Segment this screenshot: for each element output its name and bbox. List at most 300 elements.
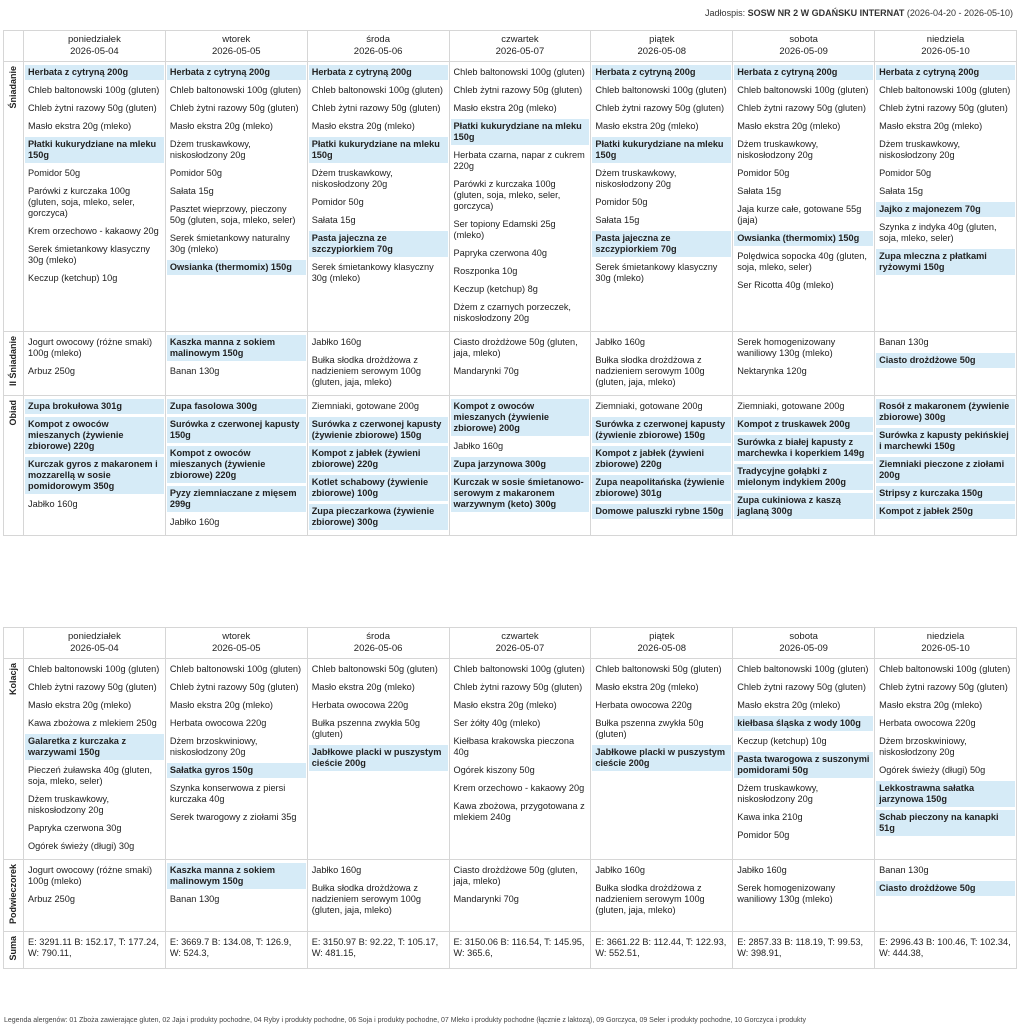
menu-item: Płatki kukurydziane na mleku 150g	[592, 137, 731, 163]
header-row	[4, 628, 1017, 659]
menu-item: Zupa neapolitańska (żywienie zbiorowe) 301g	[592, 475, 731, 501]
menu-item: Sałata 15g	[311, 215, 356, 225]
menu-item: Bułka słodka drożdżowa z nadzieniem serowym 100g (gluten, jaja, mleko)	[595, 355, 705, 387]
menu-item: E: 3150.97 B: 92.22, T: 105.17, W: 481.15,	[311, 937, 439, 959]
day-name: sobota	[789, 631, 818, 642]
menu-item: Jogurt owocowy (różne smaki) 100g (mleko)	[28, 865, 153, 886]
menu-item: Dżem brzoskwiniowy, niskosłodzony 20g	[879, 736, 967, 757]
menu-item: Pomidor 50g	[737, 830, 790, 840]
menu-cell	[165, 860, 307, 932]
menu-item: Jabłko 160g	[595, 337, 645, 347]
menu-item: Ziemniaki pieczone z ziołami 200g	[876, 457, 1015, 483]
menu-item: Jabłko 160g	[453, 441, 504, 451]
menu-item: Papryka czerwona 30g	[28, 823, 122, 833]
menu-item: Dżem truskawkowy, niskosłodzony 20g	[595, 168, 677, 189]
meal-row-kolacja	[4, 659, 1017, 860]
day-header	[733, 628, 875, 659]
menu-cell	[733, 396, 875, 536]
menu-item: Parówki z kurczaka 100g (gluten, soja, mleko, seler, gorczyca)	[453, 179, 561, 211]
menu-item: Kawa inka 210g	[737, 812, 803, 822]
meal-label-cell	[4, 932, 24, 969]
menu-item: Schab pieczony na kanapki 51g	[876, 810, 1015, 836]
menu-item: Chleb żytni razowy 50g (gluten)	[28, 682, 157, 692]
menu-item: Masło ekstra 20g (mleko)	[28, 700, 132, 710]
menu-item: Chleb żytni razowy 50g (gluten)	[737, 103, 866, 113]
day-date: 2026-05-07	[495, 46, 545, 57]
menu-item: Zupa pieczarkowa (żywienie zbiorowe) 300g	[309, 504, 448, 530]
menu-item: Ciasto drożdżowe 50g (gluten, jaja, mleko)	[453, 337, 578, 358]
menu-cell	[165, 62, 307, 332]
menu-item: Kompot z jabłek 250g	[876, 504, 1015, 519]
menu-item: Masło ekstra 20g (mleko)	[595, 121, 699, 131]
menu-cell	[875, 860, 1017, 932]
menu-item: Chleb żytni razowy 50g (gluten)	[453, 682, 583, 692]
meal-label-cell	[4, 332, 24, 396]
day-name: poniedziałek	[68, 631, 121, 642]
menu-item: Pasta twarogowa z suszonymi pomidorami 50g	[734, 752, 873, 778]
menu-cell	[449, 860, 591, 932]
menu-item: Chleb żytni razowy 50g (gluten)	[595, 103, 725, 113]
day-date: 2026-05-08	[637, 46, 687, 57]
menu-item: Herbata z cytryną 200g	[876, 65, 1015, 80]
meal-label: Suma	[8, 936, 18, 961]
menu-cell	[591, 332, 733, 396]
menu-item: Chleb baltonowski 100g (gluten)	[28, 664, 160, 674]
menu-item: Sałata 15g	[737, 186, 782, 196]
menu-item: Jabłko 160g	[595, 865, 645, 875]
menu-item: Roszponka 10g	[453, 266, 518, 276]
menu-item: Owsianka (thermomix) 150g	[734, 231, 873, 246]
menu-item: Parówki z kurczaka 100g (gluten, soja, mleko, seler, gorczyca)	[28, 186, 135, 218]
menu-item: Kurczak w sosie śmietanowo- serowym z makaronem warzywnym (keto) 300g	[451, 475, 590, 512]
day-date: 2026-05-07	[495, 643, 545, 654]
menu-item: Chleb żytni razowy 50g (gluten)	[453, 85, 583, 95]
day-name: piątek	[649, 631, 675, 642]
menu-cell	[591, 396, 733, 536]
day-name: czwartek	[501, 34, 539, 45]
menu-item: Bułka słodka drożdżowa z nadzieniem serowym 100g (gluten, jaja, mleko)	[595, 883, 705, 915]
menu-item: Masło ekstra 20g (mleko)	[879, 121, 983, 131]
menu-item: Sałata 15g	[169, 186, 214, 196]
menu-cell	[875, 396, 1017, 536]
menu-item: Chleb baltonowski 100g (gluten)	[28, 85, 160, 95]
menu-item: Pomidor 50g	[595, 197, 648, 207]
menu-item: Owsianka (thermomix) 150g	[167, 260, 306, 275]
day-header	[449, 628, 591, 659]
menu-item: Ziemniaki, gotowane 200g	[737, 401, 845, 411]
day-date: 2026-05-09	[779, 46, 828, 57]
menu-item: Chleb baltonowski 100g (gluten)	[453, 67, 585, 77]
menu-item: Keczup (ketchup) 10g	[737, 736, 827, 746]
menu-item: Serek śmietankowy naturalny 30g (mleko)	[169, 233, 290, 254]
menu-item: Zupa fasolowa 300g	[167, 399, 306, 414]
menu-item: Dżem truskawkowy, niskosłodzony 20g	[28, 794, 109, 815]
menu-cell	[165, 332, 307, 396]
meal-label-cell	[4, 860, 24, 932]
menu-cell	[449, 659, 591, 860]
day-header	[875, 628, 1017, 659]
menu-item: Ciasto drożdżowe 50g	[876, 353, 1015, 368]
allergen-legend: Legenda alergenów: 01 Zboża zawierające gluten, 02 Jaja i produkty pochodne, 04 Ryby i produkty pochodne, 06 Soja i produkty pochodne, 07 Mleko i produkty pochodne (łącznie z laktozą), 09 Gorczyca, 09 Seler i produkty pochodne, 10 Gorczyca i produkty	[4, 1017, 806, 1024]
menu-item: Masło ekstra 20g (mleko)	[737, 121, 841, 131]
menu-cell	[591, 932, 733, 969]
menu-item: Dżem brzoskwiniowy, niskosłodzony 20g	[169, 736, 258, 757]
menu-item: Banan 130g	[879, 865, 929, 875]
menu-item: Rosół z makaronem (żywienie zbiorowe) 300g	[876, 399, 1015, 425]
menu-item: Banan 130g	[169, 894, 220, 904]
menu-item: Pasztet wieprzowy, pieczony 50g (gluten, soja, mleko, seler)	[169, 204, 296, 225]
menu-item: Jabłko 160g	[311, 865, 362, 875]
menu-cell	[449, 932, 591, 969]
menu-item: E: 2857.33 B: 118.19, T: 99.53, W: 398.91,	[737, 937, 864, 959]
menu-item: Sałata 15g	[595, 215, 640, 225]
menu-item: Ogórek kiszony 50g	[453, 765, 535, 775]
menu-item: Chleb żytni razowy 50g (gluten)	[879, 682, 1008, 692]
day-date: 2026-05-05	[211, 643, 261, 654]
day-header	[307, 31, 449, 62]
menu-cell	[307, 396, 449, 536]
day-date: 2026-05-04	[70, 643, 119, 654]
menu-item: Surówka z białej kapusty z marchewka i koperkiem 149g	[734, 435, 873, 461]
day-name: sobota	[789, 34, 818, 45]
menu-item: Chleb baltonowski 50g (gluten)	[311, 664, 438, 674]
menu-item: Pieczeń żuławska 40g (gluten, soja, mleko, seler)	[28, 765, 153, 786]
menu-cell	[307, 932, 449, 969]
menu-item: Serek twarogowy z ziołami 35g	[169, 812, 297, 822]
menu-item: Arbuz 250g	[28, 366, 75, 376]
meal-row-obiad	[4, 396, 1017, 536]
menu-table-bottom	[3, 627, 1017, 969]
day-date: 2026-05-04	[70, 46, 119, 57]
menu-item: Kompot z jabłek (żywieni zbiorowe) 220g	[309, 446, 448, 472]
menu-item: Kompot z owoców mieszanych (żywienie zbiorowe) 220g	[25, 417, 164, 454]
menu-cell	[449, 332, 591, 396]
menu-cell	[733, 332, 875, 396]
menu-item: Masło ekstra 20g (mleko)	[595, 682, 699, 692]
menu-item: Masło ekstra 20g (mleko)	[453, 700, 557, 710]
menu-cell	[875, 659, 1017, 860]
menu-item: Ogórek świeży (długi) 30g	[28, 841, 135, 851]
menu-item: Chleb żytni razowy 50g (gluten)	[169, 103, 299, 113]
menu-item: Keczup (ketchup) 8g	[453, 284, 538, 294]
meal-label: Podwieczorek	[8, 864, 18, 925]
day-header	[24, 628, 166, 659]
meal-row-ii-sniadanie	[4, 332, 1017, 396]
menu-item: Mandarynki 70g	[453, 894, 519, 904]
menu-item: Masło ekstra 20g (mleko)	[311, 682, 415, 692]
menu-item: Kompot z owoców mieszanych (żywienie zbiorowe) 200g	[451, 399, 590, 436]
day-name: czwartek	[501, 631, 539, 642]
menu-item: Masło ekstra 20g (mleko)	[453, 103, 557, 113]
menu-item: Masło ekstra 20g (mleko)	[737, 700, 841, 710]
menu-item: Herbata czarna, napar z cukrem 220g	[453, 150, 585, 171]
menu-item: Dżem truskawkowy, niskosłodzony 20g	[737, 139, 819, 160]
menu-item: Ziemniaki, gotowane 200g	[595, 401, 703, 411]
menu-item: Stripsy z kurczaka 150g	[876, 486, 1015, 501]
menu-item: Masło ekstra 20g (mleko)	[169, 700, 273, 710]
day-header	[733, 31, 875, 62]
menu-item: Pasta jajeczna ze szczypiorkiem 70g	[309, 231, 448, 257]
menu-item: Surówka z czerwonej kapusty (żywienie zbiorowe) 150g	[592, 417, 731, 443]
menu-item: Chleb baltonowski 100g (gluten)	[311, 85, 443, 95]
meal-row-podwieczorek	[4, 860, 1017, 932]
menu-item: Pomidor 50g	[737, 168, 790, 178]
menu-item: Nektarynka 120g	[737, 366, 807, 376]
menu-item: Tradycyjne gołąbki z mielonym indykiem 200g	[734, 464, 873, 490]
menu-item: Jogurt owocowy (różne smaki) 100g (mleko)	[28, 337, 153, 358]
day-date: 2026-05-06	[353, 46, 403, 57]
meal-label: Śniadanie	[8, 66, 18, 109]
menu-item: Keczup (ketchup) 10g	[28, 273, 118, 283]
menu-cell	[24, 659, 166, 860]
menu-item: Herbata owocowa 220g	[879, 718, 976, 728]
day-date: 2026-05-10	[921, 46, 970, 57]
menu-cell	[24, 860, 166, 932]
day-header	[449, 31, 591, 62]
menu-item: Herbata owocowa 220g	[169, 718, 267, 728]
menu-item: Dżem z czarnych porzeczek, niskosłodzony 20g	[453, 302, 571, 323]
menu-item: Ser Ricotta 40g (mleko)	[737, 280, 834, 290]
menu-cell	[875, 62, 1017, 332]
menu-item: Szynka konserwowa z piersi kurczaka 40g	[169, 783, 286, 804]
menu-item: Ciasto drożdżowe 50g	[876, 881, 1015, 896]
menu-item: Bułka pszenna zwykła 50g (gluten)	[311, 718, 420, 739]
meal-label-cell	[4, 659, 24, 860]
menu-cell	[733, 659, 875, 860]
day-name: środa	[366, 631, 390, 642]
menu-item: Ser topiony Edamski 25g (mleko)	[453, 219, 556, 240]
menu-cell	[307, 860, 449, 932]
menu-item: Serek homogenizowany waniliowy 130g (mleko)	[737, 337, 836, 358]
menu-cell	[307, 332, 449, 396]
menu-cell	[24, 396, 166, 536]
menu-item: Banan 130g	[879, 337, 929, 347]
corner-cell	[4, 628, 24, 659]
header-row	[4, 31, 1017, 62]
menu-item: Ser żółty 40g (mleko)	[453, 718, 541, 728]
menu-item: Herbata owocowa 220g	[311, 700, 409, 710]
menu-item: Herbata z cytryną 200g	[592, 65, 731, 80]
day-name: niedziela	[926, 34, 965, 45]
menu-item: Sałata 15g	[879, 186, 923, 196]
day-header	[165, 31, 307, 62]
menu-item: E: 3669.7 B: 134.08, T: 126.9, W: 524.3,	[169, 937, 292, 959]
menu-item: Pomidor 50g	[28, 168, 81, 178]
menu-item: Płatki kukurydziane na mleku 150g	[25, 137, 164, 163]
menu-item: Jabłkowe placki w puszystym cieście 200g	[592, 745, 731, 771]
meal-label: Kolacja	[8, 663, 18, 696]
menu-item: Kaszka manna z sokiem malinowym 150g	[167, 335, 306, 361]
menu-item: Herbata z cytryną 200g	[309, 65, 448, 80]
menu-cell	[449, 396, 591, 536]
day-header	[591, 628, 733, 659]
menu-item: Zupa mleczna z płatkami ryżowymi 150g	[876, 249, 1015, 275]
menu-item: E: 3291.11 B: 152.17, T: 177.24, W: 790.11,	[28, 937, 159, 959]
menu-cell	[307, 659, 449, 860]
menu-item: Bułka słodka drożdżowa z nadzieniem serowym 100g (gluten, jaja, mleko)	[311, 355, 421, 387]
menu-item: Chleb baltonowski 50g (gluten)	[595, 664, 722, 674]
menu-item: Ziemniaki, gotowane 200g	[311, 401, 419, 411]
menu-item: Bułka słodka drożdżowa z nadzieniem serowym 100g (gluten, jaja, mleko)	[311, 883, 421, 915]
menu-item: E: 3150.06 B: 116.54, T: 145.95, W: 365.6,	[453, 937, 585, 959]
menu-item: Chleb żytni razowy 50g (gluten)	[28, 103, 157, 113]
menu-item: Galaretka z kurczaka z warzywami 150g	[25, 734, 164, 760]
menu-item: Bułka pszenna zwykła 50g (gluten)	[595, 718, 704, 739]
corner-cell	[4, 31, 24, 62]
meal-label: II Śniadanie	[8, 336, 18, 387]
menu-item: Pomidor 50g	[879, 168, 932, 178]
menu-item: Dżem truskawkowy, niskosłodzony 20g	[737, 783, 819, 804]
menu-cell	[875, 932, 1017, 969]
menu-item: Sałatka gyros 150g	[167, 763, 306, 778]
day-header	[875, 31, 1017, 62]
day-header	[165, 628, 307, 659]
day-header	[307, 628, 449, 659]
menu-item: Płatki kukurydziane na mleku 150g	[309, 137, 448, 163]
menu-cell	[24, 932, 166, 969]
menu-item: Jabłko 160g	[28, 499, 78, 509]
menu-cell	[591, 659, 733, 860]
menu-item: Herbata owocowa 220g	[595, 700, 692, 710]
menu-item: Chleb żytni razowy 50g (gluten)	[879, 103, 1008, 113]
day-header	[24, 31, 166, 62]
menu-item: Arbuz 250g	[28, 894, 75, 904]
menu-cell	[449, 62, 591, 332]
day-name: poniedziałek	[68, 34, 121, 45]
menu-item: Serek śmietankowy klasyczny 30g (mleko)	[595, 262, 718, 283]
menu-item: E: 3661.22 B: 112.44, T: 122.93, W: 552.51,	[595, 937, 727, 959]
menu-item: Zupa brokułowa 301g	[25, 399, 164, 414]
menu-item: Zupa jarzynowa 300g	[451, 457, 590, 472]
day-name: wtorek	[222, 631, 251, 642]
menu-item: Zupa cukiniowa z kaszą jaglaną 300g	[734, 493, 873, 519]
menu-item: Dżem truskawkowy, niskosłodzony 20g	[879, 139, 961, 160]
menu-cell	[24, 332, 166, 396]
meal-label-cell	[4, 62, 24, 332]
menu-item: kiełbasa śląska z wody 100g	[734, 716, 873, 731]
menu-item: Herbata z cytryną 200g	[734, 65, 873, 80]
meal-label-cell	[4, 396, 24, 536]
menu-item: Domowe paluszki rybne 150g	[592, 504, 731, 519]
menu-item: Pasta jajeczna ze szczypiorkiem 70g	[592, 231, 731, 257]
menu-item: E: 2996.43 B: 100.46, T: 102.34, W: 444.38,	[879, 937, 1011, 959]
menu-item: Masło ekstra 20g (mleko)	[311, 121, 415, 131]
document-title: Jadłospis: SOSW NR 2 W GDAŃSKU INTERNAT (2026-04-20 - 2026-05-10)	[705, 8, 1013, 18]
menu-item: Lekkostrawna sałatka jarzynowa 150g	[876, 781, 1015, 807]
day-name: piątek	[649, 34, 675, 45]
menu-item: Pomidor 50g	[169, 168, 222, 178]
menu-item: Serek homogenizowany waniliowy 130g (mleko)	[737, 883, 836, 904]
menu-cell	[733, 62, 875, 332]
menu-item: Chleb baltonowski 100g (gluten)	[879, 85, 1011, 95]
day-name: środa	[366, 34, 390, 45]
menu-item: Mandarynki 70g	[453, 366, 519, 376]
day-date: 2026-05-05	[211, 46, 261, 57]
menu-item: Chleb baltonowski 100g (gluten)	[879, 664, 1011, 674]
menu-item: Jabłko 160g	[311, 337, 362, 347]
menu-cell	[307, 62, 449, 332]
menu-cell	[165, 932, 307, 969]
menu-item: Chleb żytni razowy 50g (gluten)	[169, 682, 299, 692]
menu-item: Ciasto drożdżowe 50g (gluten, jaja, mleko)	[453, 865, 578, 886]
menu-item: Kurczak gyros z makaronem i mozzarellą w sosie pomidorowym 350g	[25, 457, 164, 494]
menu-item: Dżem truskawkowy, niskosłodzony 20g	[169, 139, 251, 160]
meal-label: Obiad	[8, 400, 18, 426]
menu-item: Surówka z czerwonej kapusty 150g	[167, 417, 306, 443]
menu-cell	[733, 860, 875, 932]
menu-item: Kawa zbożowa z mlekiem 250g	[28, 718, 157, 728]
menu-table-top	[3, 30, 1017, 536]
menu-item: Kompot z truskawek 200g	[734, 417, 873, 432]
meal-row-sniadanie	[4, 62, 1017, 332]
menu-item: Jabłko 160g	[169, 517, 220, 527]
menu-item: Kiełbasa krakowska pieczona 40g	[453, 736, 575, 757]
menu-item: Pomidor 50g	[311, 197, 364, 207]
menu-item: Chleb żytni razowy 50g (gluten)	[737, 682, 866, 692]
menu-item: Serek śmietankowy klasyczny 30g (mleko)	[311, 262, 434, 283]
menu-item: Chleb baltonowski 100g (gluten)	[737, 664, 869, 674]
menu-item: Masło ekstra 20g (mleko)	[879, 700, 983, 710]
menu-item: Chleb baltonowski 100g (gluten)	[737, 85, 869, 95]
menu-item: Chleb baltonowski 100g (gluten)	[453, 664, 585, 674]
menu-item: Dżem truskawkowy, niskosłodzony 20g	[311, 168, 393, 189]
menu-item: Kotlet schabowy (żywienie zbiorowe) 100g	[309, 475, 448, 501]
menu-item: Kompot z owoców mieszanych (żywienie zbiorowe) 220g	[167, 446, 306, 483]
menu-item: Jabłkowe placki w puszystym cieście 200g	[309, 745, 448, 771]
menu-item: Chleb baltonowski 100g (gluten)	[595, 85, 727, 95]
menu-item: Chleb żytni razowy 50g (gluten)	[311, 103, 441, 113]
day-name: wtorek	[222, 34, 251, 45]
menu-cell	[591, 860, 733, 932]
menu-item: Pyzy ziemniaczane z mięsem 299g	[167, 486, 306, 512]
menu-item: Jaja kurze całe, gotowane 55g (jaja)	[737, 204, 862, 225]
day-name: niedziela	[926, 631, 965, 642]
menu-cell	[591, 62, 733, 332]
day-date: 2026-05-08	[637, 643, 687, 654]
menu-item: Masło ekstra 20g (mleko)	[28, 121, 132, 131]
menu-cell	[733, 932, 875, 969]
menu-item: Szynka z indyka 40g (gluten, soja, mleko, seler)	[879, 222, 997, 243]
menu-item: Banan 130g	[169, 366, 220, 376]
menu-item: Masło ekstra 20g (mleko)	[169, 121, 273, 131]
menu-item: Kompot z jabłek (żywieni zbiorowe) 220g	[592, 446, 731, 472]
menu-item: Płatki kukurydziane na mleku 150g	[451, 119, 590, 145]
menu-item: Polędwica sopocka 40g (gluten, soja, mleko, seler)	[737, 251, 867, 272]
day-header	[591, 31, 733, 62]
menu-item: Krem orzechowo - kakaowy 20g	[28, 226, 159, 236]
menu-item: Surówka z czerwonej kapusty (żywienie zbiorowe) 150g	[309, 417, 448, 443]
menu-item: Chleb baltonowski 100g (gluten)	[169, 85, 302, 95]
day-date: 2026-05-09	[779, 643, 828, 654]
menu-item: Serek śmietankowy klasyczny 30g (mleko)	[28, 244, 151, 265]
day-date: 2026-05-10	[921, 643, 970, 654]
menu-cell	[165, 396, 307, 536]
menu-item: Herbata z cytryną 200g	[25, 65, 164, 80]
menu-item: Surówka z kapusty pekińskiej i marchewki 150g	[876, 428, 1015, 454]
menu-cell	[165, 659, 307, 860]
menu-item: Papryka czerwona 40g	[453, 248, 547, 258]
menu-item: Kawa zbożowa, przygotowana z mlekiem 240g	[453, 801, 585, 822]
menu-item: Kaszka manna z sokiem malinowym 150g	[167, 863, 306, 889]
menu-item: Herbata z cytryną 200g	[167, 65, 306, 80]
meal-row-suma	[4, 932, 1017, 969]
menu-item: Krem orzechowo - kakaowy 20g	[453, 783, 585, 793]
menu-cell	[875, 332, 1017, 396]
menu-item: Ogórek świeży (długi) 50g	[879, 765, 986, 775]
menu-item: Jabłko 160g	[737, 865, 787, 875]
menu-item: Jajko z majonezem 70g	[876, 202, 1015, 217]
menu-cell	[24, 62, 166, 332]
